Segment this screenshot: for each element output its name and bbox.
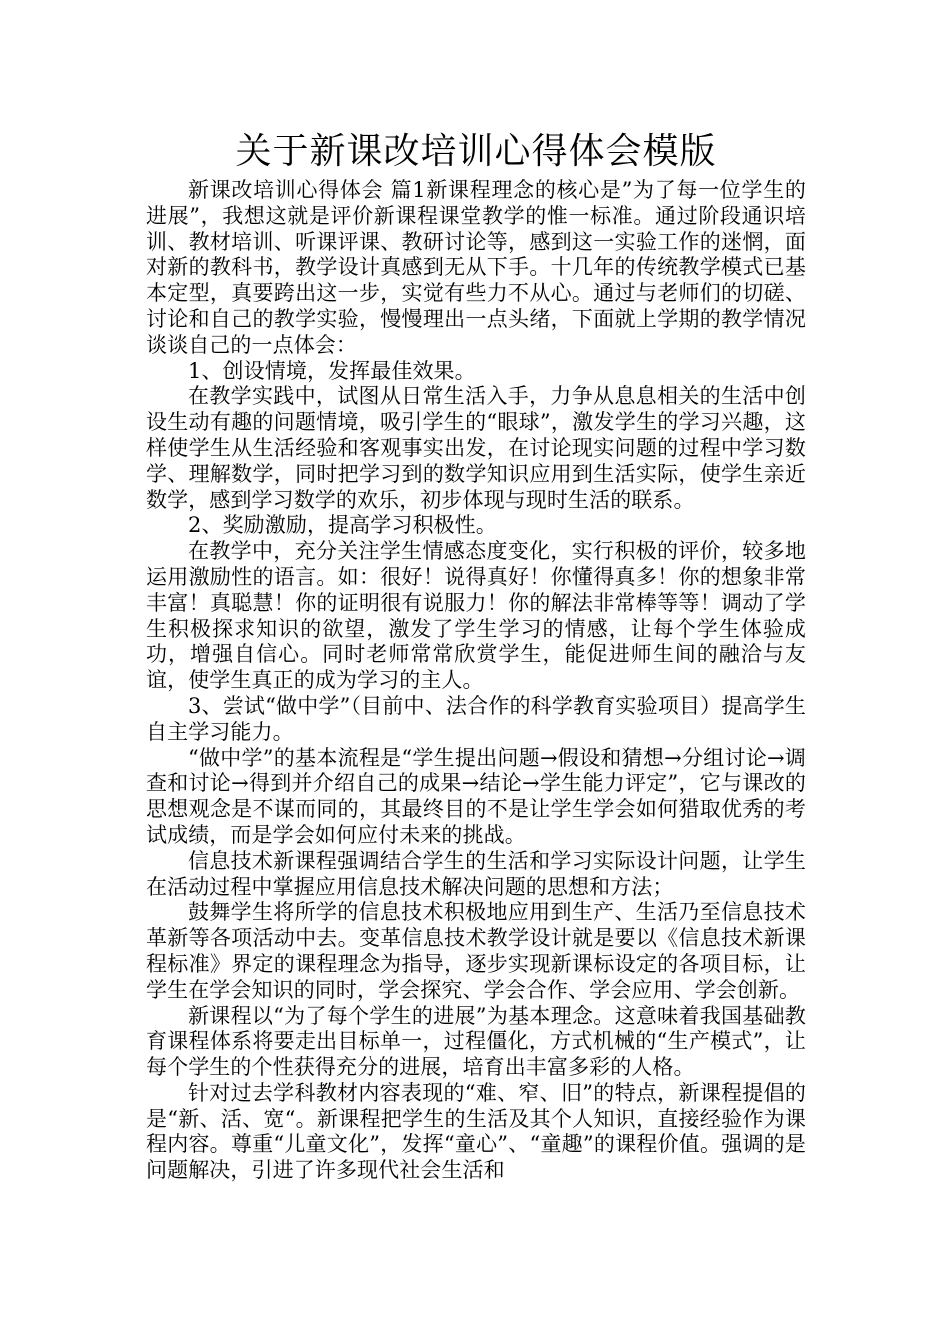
document-page	[146, 128, 806, 1184]
document-title: 关于新课改培训心得体会模版	[235, 131, 717, 172]
paragraph-heading-2: 2、奖励激励，提高学习积极性。	[188, 513, 497, 538]
paragraph-new-curriculum: 针对过去学科教材内容表现的“难、窄、旧”的特点，新课程提倡的是“新、活、宽“。新课程把学生的生活及其个人知识，直接经验作为课程内容。尊重“儿童文化”，发挥“童心”、“童趣”的课程价值。强调的是问题解决，引进了许多现代社会生活和	[146, 1080, 806, 1183]
paragraph-heading-3: 3、尝试“做中学”（目前中、法合作的科学教育实验项目）提高学生自主学习能力。	[146, 693, 806, 744]
paragraph-intro: 新课改培训心得体会 篇1新课程理念的核心是”为了每一位学生的进展”，我想这就是评价新课程课堂教学的惟一标准。通过阶段通识培训、教材培训、听课评课、教研讨论等，感到这一实验工作的迷惘，面对新的教科书，教学设计真感到无从下手。十几年的传统教学模式已基本定型，真要跨出这一步，实觉有些力不从心。通过与老师们的切磋、讨论和自己的教学实验，慢慢理出一点头绪，下面就上学期的教学情况谈谈自己的一点体会：	[146, 178, 806, 357]
paragraph-heading-1: 1、创设情境，发挥最佳效果。	[188, 358, 476, 383]
paragraph-scenario: 在教学实践中，试图从日常生活入手，力争从息息相关的生活中创设生动有趣的问题情境，吸引学生的“眼球”，激发学生的学习兴趣，这样使学生从生活经验和客观事实出发，在讨论现实问题的过程中学习数学、理解数学，同时把学习到的数学知识应用到生活实际，使学生亲近数学，感到学习数学的欢乐，初步体现与现时生活的联系。	[146, 384, 806, 512]
paragraph-encouragement: 在教学中，充分关注学生情感态度变化，实行积极的评价，较多地运用激励性的语言。如：很好！说得真好！你懂得真多！你的想象非常丰富！真聪慧！你的证明很有说服力！你的解法非常棒等等！调动了学生积极探求知识的欲望，激发了学生学习的情感，让每个学生体验成功，增强自信心。同时老师常常欣赏学生，能促进师生间的融洽与友谊，使学生真正的成为学习的主人。	[146, 539, 806, 693]
paragraph-it-curriculum: 信息技术新课程强调结合学生的生活和学习实际设计问题，让学生在活动过程中掌握应用信息技术解决问题的思想和方法；	[146, 848, 806, 899]
paragraph-encourage-application: 鼓舞学生将所学的信息技术积极地应用到生产、生活乃至信息技术革新等各项活动中去。变革信息技术教学设计就是要以《信息技术新课程标准》界定的课程理念为指导，逐步实现新课标设定的各项目标，让学生在学会知识的同时，学会探究、学会合作、学会应用、学会创新。	[146, 900, 806, 1002]
paragraph-learning-by-doing: “做中学”的基本流程是“学生提出问题→假设和猜想→分组讨论→调查和讨论→得到并介绍自己的成果→结论→学生能力评定”，它与课改的思想观念是不谋而同的，其最终目的不是让学生学会如何猎取优秀的考试成绩，而是学会如何应付未来的挑战。	[146, 745, 806, 847]
paragraph-core-idea: 新课程以“为了每个学生的进展”为基本理念。这意味着我国基础教育课程体系将要走出目标单一，过程僵化，方式机械的“生产模式”，让每个学生的个性获得充分的进展，培育出丰富多彩的人格。	[146, 1003, 806, 1080]
